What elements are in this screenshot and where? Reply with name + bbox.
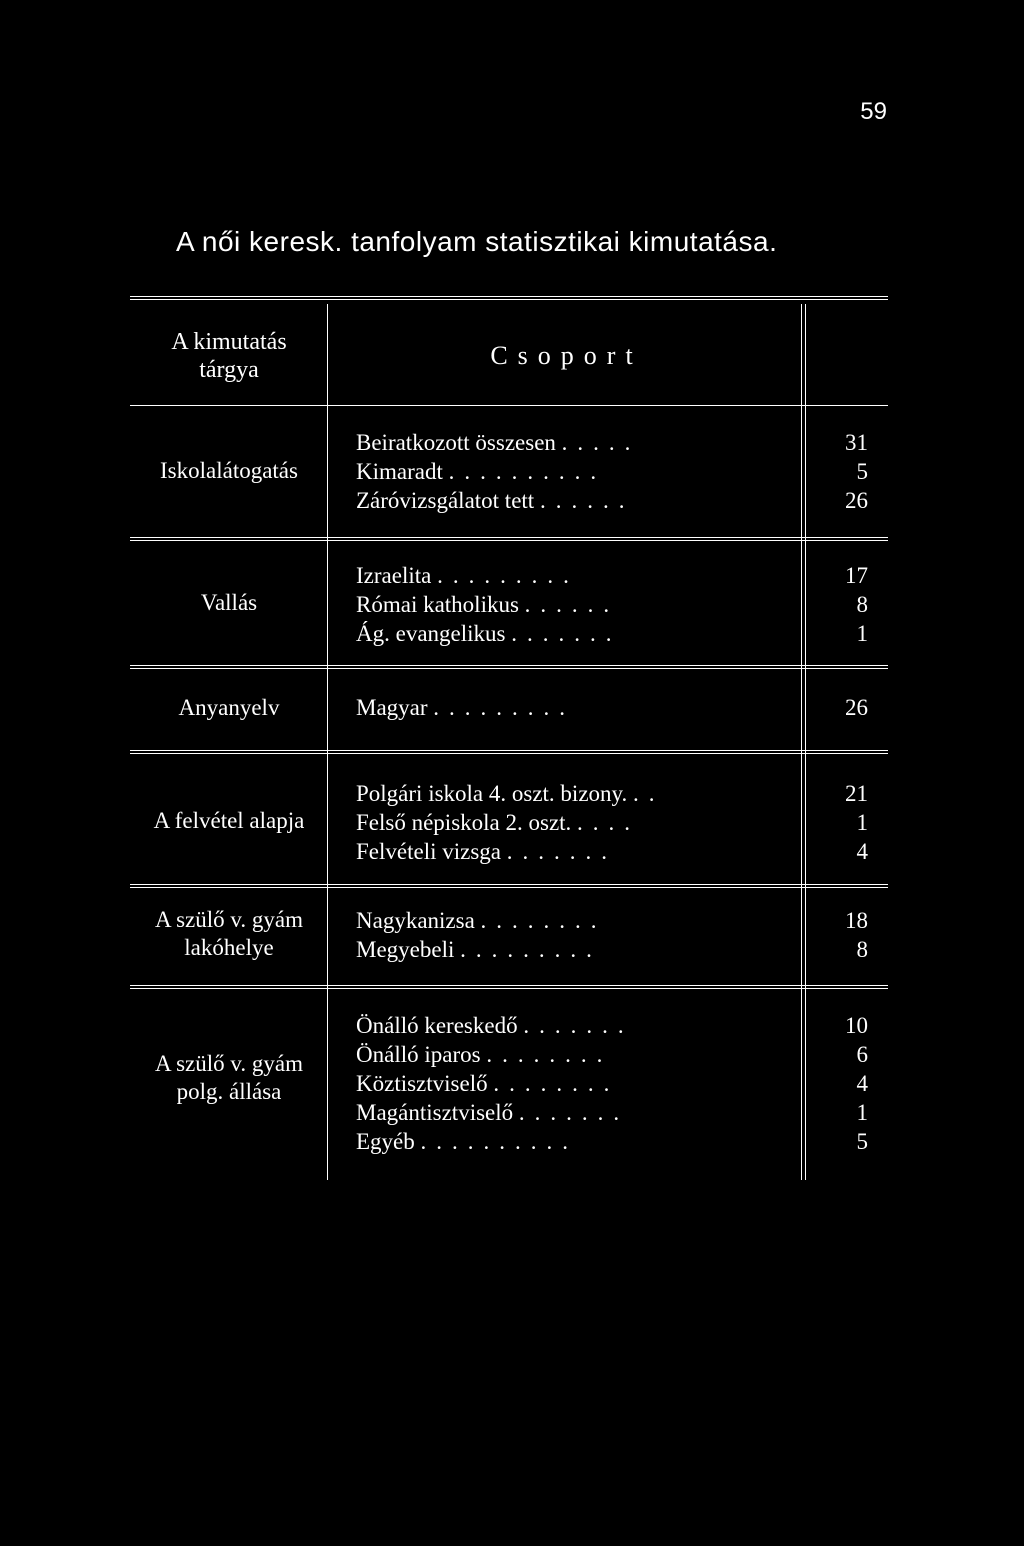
- section-values: [808, 1011, 868, 1156]
- table-row: Nagykanizsa ........: [356, 908, 607, 933]
- section-rule-2: [130, 665, 888, 669]
- table-row: Egyéb ..........: [356, 1129, 579, 1154]
- section-rows: [356, 693, 776, 722]
- table-row: Római katholikus ......: [356, 592, 620, 617]
- value-cell: 5: [856, 1129, 868, 1154]
- section-rows: [356, 428, 776, 515]
- section-rule-1: [130, 537, 888, 541]
- section-values: [808, 428, 868, 515]
- table-row: Ág. evangelikus .......: [356, 621, 622, 646]
- value-cell: 1: [856, 621, 868, 646]
- section-values: [808, 693, 868, 722]
- section-subject: Anyanyelv: [178, 695, 280, 720]
- section-rows: [356, 906, 776, 964]
- table-row: Önálló kereskedő .......: [356, 1013, 634, 1038]
- table-top-rule: [130, 296, 888, 300]
- value-cell: 8: [856, 592, 868, 617]
- table-row: Megyebeli .........: [356, 937, 602, 962]
- page-number: 59: [860, 98, 887, 125]
- section-rule-4: [130, 884, 888, 888]
- table-row: Magyar .........: [356, 695, 576, 720]
- value-column-divider: [801, 304, 806, 1180]
- section-subject: Iskolalátogatás: [160, 458, 298, 483]
- table-row: Kimaradt ..........: [356, 459, 607, 484]
- section-rows: [356, 1011, 776, 1156]
- value-cell: 1: [856, 810, 868, 835]
- section-values: [808, 906, 868, 964]
- section-rule-3: [130, 750, 888, 754]
- section-rule-5: [130, 985, 888, 989]
- table-row: Izraelita .........: [356, 563, 579, 588]
- table-row: Felvételi vizsga .......: [356, 839, 617, 864]
- table-row: Polgári iskola 4. oszt. bizony. ..: [356, 781, 665, 806]
- section-rows: [356, 561, 776, 648]
- header-subject: A kimutatás tárgya: [171, 329, 287, 383]
- value-cell: 8: [856, 937, 868, 962]
- table-row: Záróvizsgálatot tett ......: [356, 488, 635, 513]
- section-subject: Vallás: [200, 590, 258, 615]
- section-subject: A szülő v. gyám polg. állása: [155, 1051, 303, 1104]
- header-group: Csoport: [490, 341, 643, 370]
- table-row: Felső népiskola 2. oszt. ....: [356, 810, 641, 835]
- value-cell: 5: [856, 459, 868, 484]
- value-cell: 4: [856, 1071, 868, 1096]
- section-values: [808, 561, 868, 648]
- table-row: Önálló iparos ........: [356, 1042, 613, 1067]
- value-cell: 26: [845, 488, 868, 513]
- table-row: Beiratkozott összesen .....: [356, 430, 641, 455]
- value-cell: 18: [845, 908, 868, 933]
- value-cell: 17: [845, 563, 868, 588]
- section-rows: [356, 779, 776, 866]
- subject-column-divider: [327, 304, 328, 1180]
- section-values: [808, 779, 868, 866]
- value-cell: 10: [845, 1013, 868, 1038]
- section-subject: A szülő v. gyám lakóhelye: [155, 907, 303, 960]
- table-row: Magántisztviselő .......: [356, 1100, 630, 1125]
- value-cell: 6: [856, 1042, 868, 1067]
- value-cell: 26: [845, 695, 868, 720]
- value-cell: 4: [856, 839, 868, 864]
- value-cell: 31: [845, 430, 868, 455]
- header-bottom-rule: [130, 405, 888, 406]
- value-cell: 1: [856, 1100, 868, 1125]
- table-row: Köztisztviselő ........: [356, 1071, 620, 1096]
- value-cell: 21: [845, 781, 868, 806]
- section-subject: A felvétel alapja: [153, 808, 305, 833]
